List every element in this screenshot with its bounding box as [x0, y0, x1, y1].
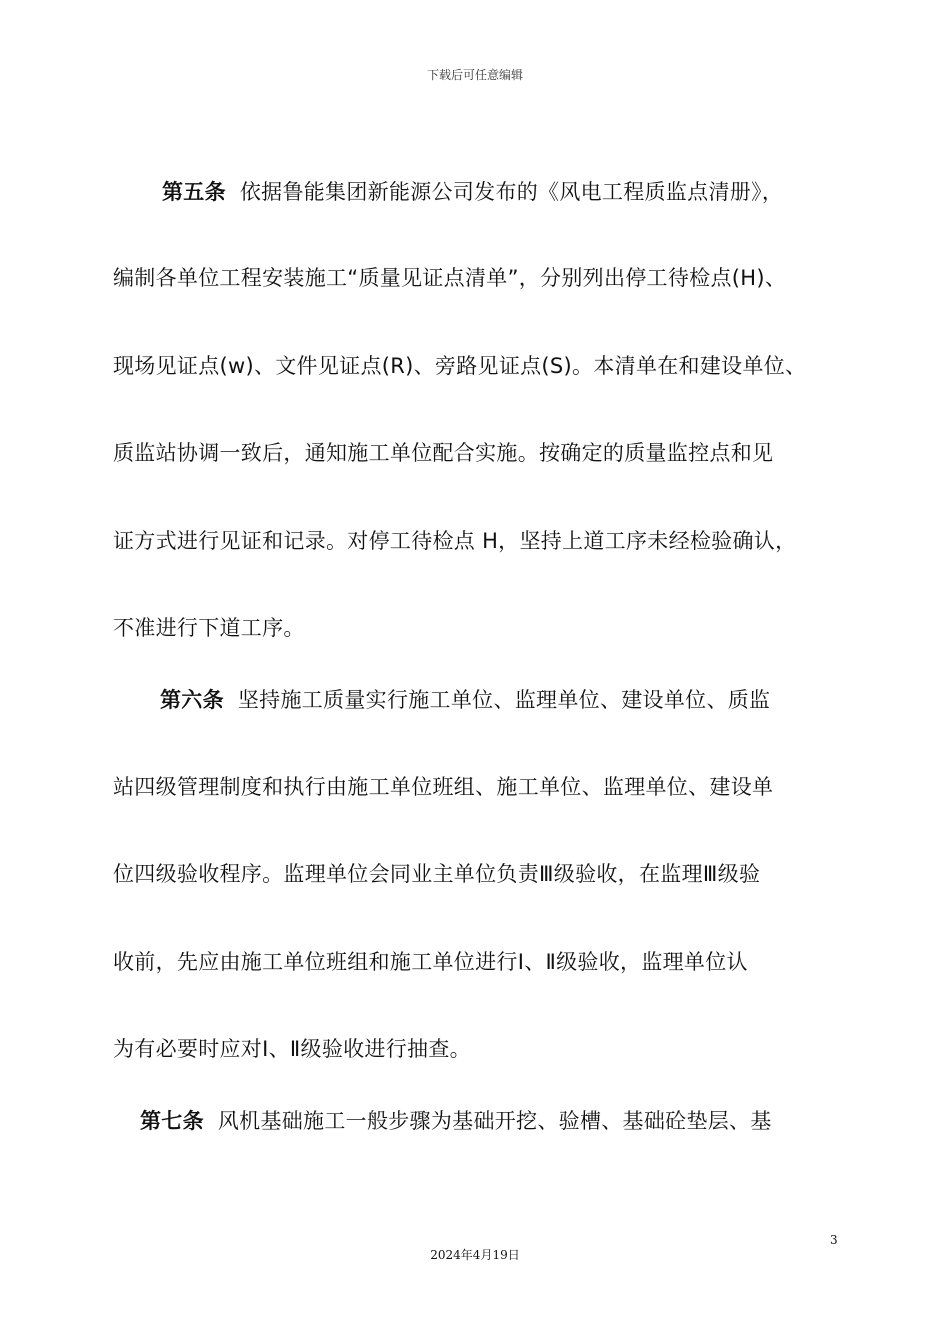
article6-line-2: 站四级管理制度和执行由施工单位班组、施工单位、监理单位、建设单: [113, 775, 774, 799]
article5-line-6: 不准进行下道工序。: [113, 616, 305, 640]
article5-line-1: [162, 177, 783, 207]
article6-line-3: 位四级验收程序。监理单位会同业主单位负责Ⅲ级验收，在监理Ⅲ级验: [113, 862, 761, 886]
page-header: 下载后可任意编辑: [426, 68, 523, 82]
article5-text-1: 依据鲁能集团新能源公司发布的《风电工程质监点清册》，: [239, 180, 784, 204]
article5-line-2: 编制各单位工程安装施工“质量见证点清单”，分别列出停工待检点(H)、: [113, 266, 787, 290]
article7-line-1: [140, 1106, 772, 1136]
article6-line-1: [160, 685, 770, 715]
page-footer-date: 2024年4月19日: [430, 1248, 520, 1262]
article6-line-5: 为有必要时应对Ⅰ、Ⅱ级验收进行抽查。: [113, 1037, 471, 1061]
article6-text-1: 坚持施工质量实行施工单位、监理单位、建设单位、质监: [237, 688, 771, 712]
article5-line-3: 现场见证点(w)、文件见证点(R)、旁路见证点(S)。本清单在和建设单位、: [113, 354, 807, 378]
article7-text-1: 风机基础施工一般步骤为基础开挖、验槽、基础砼垫层、基: [217, 1109, 772, 1133]
article5-line-4: 质监站协调一致后，通知施工单位配合实施。按确定的质量监控点和见: [113, 441, 774, 465]
article5-line-5: 证方式进行见证和记录。对停工待检点 H，坚持上道工序未经检验确认，: [113, 529, 797, 553]
article7-heading: 第七条: [140, 1109, 204, 1133]
page-number: 3: [830, 1233, 838, 1247]
article6-heading: 第六条: [160, 688, 224, 712]
article5-heading: 第五条: [162, 180, 226, 204]
article6-line-4: 收前，先应由施工单位班组和施工单位进行Ⅰ、Ⅱ级验收，监理单位认: [113, 950, 748, 974]
